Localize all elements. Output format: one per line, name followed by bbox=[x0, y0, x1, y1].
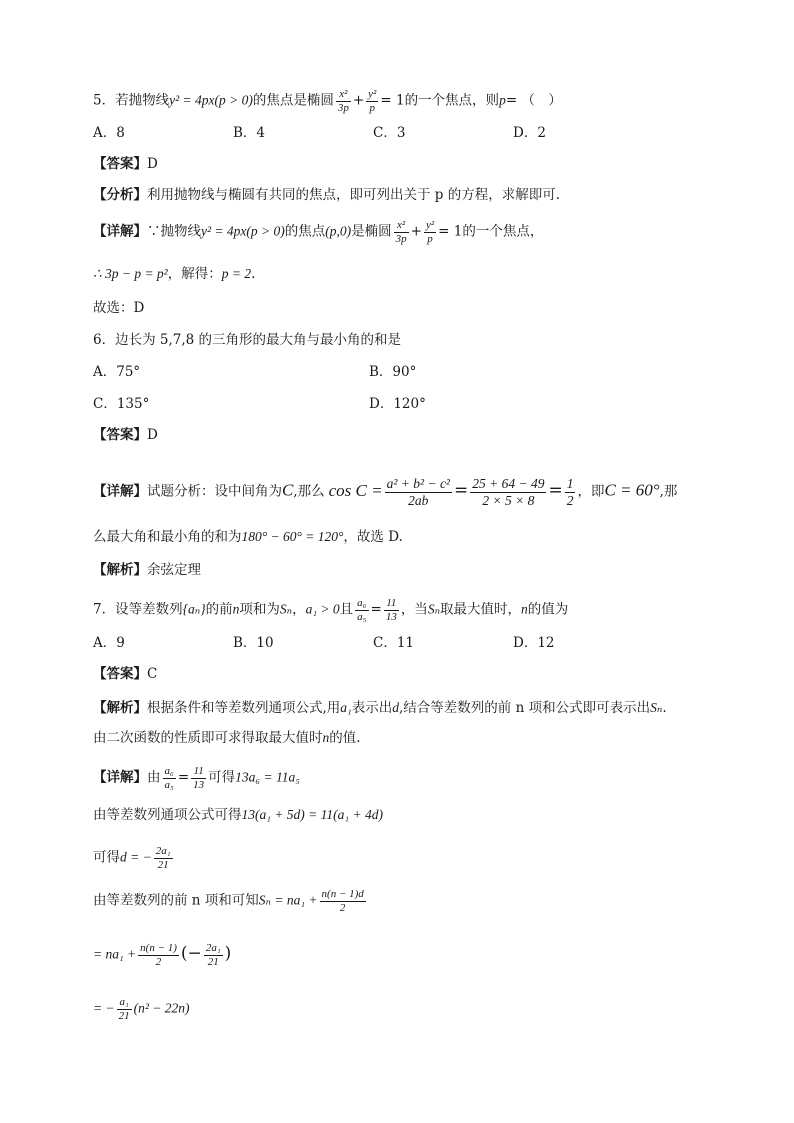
q6-detail-text-4: ,那 bbox=[659, 483, 678, 500]
q5-detail-text-3: 是椭圆 bbox=[351, 223, 392, 240]
q6-cos-lhs: cos C = bbox=[328, 480, 383, 500]
q7-option-a: A．9 bbox=[93, 635, 125, 651]
q7-step3-text: 可得 bbox=[93, 849, 120, 866]
q5-detail-eq: y² = 4px bbox=[201, 223, 247, 239]
q7-option-b: B．10 bbox=[233, 635, 274, 651]
q7-step5-paren-left: (− bbox=[180, 943, 202, 964]
q7-analysis-sum: Sₙ bbox=[650, 700, 663, 715]
q7-comma: ， bbox=[292, 601, 306, 618]
answer-tag: 【答案】 bbox=[93, 156, 147, 172]
q7-step2-eq: 13(a₁ + 5d) = 11(a₁ + 4d) bbox=[241, 807, 383, 822]
q7-options bbox=[93, 637, 555, 651]
q5-analysis bbox=[93, 189, 560, 203]
q7-step-4 bbox=[93, 888, 368, 914]
q7-detail-fraction: $\frac{\text{a₆}}{\text{a₅}}$ bbox=[164, 765, 174, 791]
detail-tag: 【详解】 bbox=[93, 483, 147, 500]
q7-step5-fraction-2: $\frac{\text{2a₁}}{21}$ bbox=[205, 942, 221, 968]
q7-value-fraction: $\frac{11}{13}$ bbox=[385, 597, 397, 623]
q5-solve bbox=[93, 267, 255, 282]
q5-answer-value: D bbox=[147, 156, 158, 172]
q5-solve-eq: p = 2 bbox=[221, 266, 252, 281]
q6-options-row-1 bbox=[93, 366, 416, 380]
q6-answer-value: D bbox=[147, 427, 158, 443]
q7-step-5 bbox=[93, 942, 231, 968]
q7-step6-lhs: = − bbox=[93, 1000, 115, 1016]
q7-analysis-end: . bbox=[662, 700, 667, 716]
q7-ratio-eq: = bbox=[370, 601, 382, 618]
detail-tag: 【详解】 bbox=[93, 223, 147, 240]
q7-step-6 bbox=[93, 996, 190, 1022]
q5-stem bbox=[93, 88, 562, 114]
q6-analysis-text: 余弦定理 bbox=[147, 562, 201, 578]
q7-analysis-text: 根据条件和等差数列通项公式,用 bbox=[147, 700, 341, 716]
q7-step4-text: 由等差数列的前 n 项和可知 bbox=[93, 892, 259, 909]
q5-fraction-1: $\frac{\text{x²}}{3p}$ bbox=[337, 88, 349, 114]
q7-step5-lhs: = na₁ + bbox=[93, 946, 137, 962]
q7-step3-fraction: $\frac{\text{2a₁}}{21}$ bbox=[155, 845, 171, 871]
q5-option-d: D．2 bbox=[513, 125, 546, 141]
analysis-tag: 【解析】 bbox=[93, 700, 147, 716]
q7-a1: a₁ bbox=[340, 700, 352, 715]
q5-solve-end: . bbox=[251, 266, 256, 282]
q5-therefore-eq: ∴ 3p − p = p² bbox=[93, 266, 168, 281]
q6-line2-text: 么最大角和最小角的和为 bbox=[93, 529, 242, 545]
q5-detail-cond: (p > 0) bbox=[246, 223, 285, 239]
q7-stem-text-5: 取最大值时， bbox=[440, 601, 522, 618]
q7-analysis bbox=[93, 701, 667, 716]
answer-tag: 【答案】 bbox=[93, 666, 147, 682]
q5-stem-text-2: 的焦点是椭圆 bbox=[252, 92, 334, 109]
q5-plus: + bbox=[352, 92, 365, 109]
q6-cos-fraction-3: $\frac{1}{2}$ bbox=[566, 476, 574, 508]
q5-answer bbox=[93, 158, 158, 172]
q5-detail-text-4: 的一个焦点， bbox=[462, 223, 544, 240]
q5-option-a: A．8 bbox=[93, 125, 125, 141]
q5-detail-text-2: 的焦点 bbox=[284, 223, 326, 240]
q7-detail-text: 由 bbox=[147, 769, 161, 786]
q7-analysis-line-2 bbox=[93, 731, 361, 746]
q7-analysis2-end: 的值. bbox=[329, 730, 361, 746]
q6-cos-eq1: = bbox=[453, 480, 469, 501]
q7-step5-paren-right: ) bbox=[224, 943, 232, 964]
q5-choice: 故选：D bbox=[93, 300, 145, 316]
q5-option-c: C．3 bbox=[373, 125, 406, 141]
q7-analysis2-n: n bbox=[322, 730, 330, 745]
q6-angle-c: C bbox=[282, 480, 294, 500]
q7-step6-rhs: (n² − 22n) bbox=[133, 1000, 190, 1016]
q7-step-3 bbox=[93, 845, 175, 871]
q6-detail-line-2 bbox=[93, 530, 403, 545]
q7-stem-text-4: ，当 bbox=[400, 601, 428, 618]
analysis-tag: 【解析】 bbox=[93, 562, 147, 578]
q6-line2-text-2: ，故选 D. bbox=[343, 529, 403, 545]
q7-stem-text-6: 的值为 bbox=[527, 601, 569, 618]
q7-condition: a₁ > 0 bbox=[305, 601, 340, 617]
analysis-tag: 【分析】 bbox=[93, 187, 147, 203]
q5-stem-text-3: 的一个焦点，则 bbox=[404, 92, 500, 109]
detail-tag: 【详解】 bbox=[93, 769, 147, 786]
q7-option-d: D．12 bbox=[513, 635, 555, 651]
q5-stem-tail: = （ ） bbox=[505, 92, 562, 109]
q5-fraction-2: $\frac{\text{y²}}{p}$ bbox=[368, 88, 377, 114]
q5-analysis-text: 利用抛物线与椭圆有共同的焦点，即可列出关于 p 的方程，求解即可. bbox=[147, 187, 561, 203]
q7-detail-text-2: 可得 bbox=[208, 769, 236, 786]
q5-parabola-eq: y² = 4px bbox=[169, 92, 215, 108]
q5-option-b: B．4 bbox=[233, 125, 266, 141]
q5-detail bbox=[93, 219, 543, 245]
q5-detail-text: ∵抛物线 bbox=[147, 223, 201, 240]
q6-option-c: C．135° bbox=[93, 396, 150, 412]
q7-answer bbox=[93, 668, 157, 682]
q7-sum-2: Sₙ bbox=[427, 601, 441, 617]
q7-stem bbox=[93, 597, 568, 623]
q5-detail-plus: + bbox=[410, 223, 422, 240]
q5-eq-one: = 1 bbox=[380, 92, 405, 109]
q6-analysis bbox=[93, 564, 201, 578]
q7-option-c: C．11 bbox=[373, 635, 415, 651]
q7-stem-text: 7．设等差数列 bbox=[93, 601, 183, 618]
q5-stem-text: 5．若抛物线 bbox=[93, 92, 170, 109]
q5-detail-fraction-2: $\frac{\text{y²}}{p}$ bbox=[425, 219, 435, 245]
q7-analysis-text-3: ,结合等差数列的前 n 项和公式即可表示出 bbox=[399, 700, 651, 716]
q5-focus-point: (p,0) bbox=[325, 223, 352, 239]
q6-detail-text-2: ,那么 bbox=[293, 483, 325, 500]
q6-option-b: B．90° bbox=[369, 364, 417, 380]
q6-result: C = 60° bbox=[604, 480, 660, 500]
q6-stem: 6．边长为 5,7,8 的三角形的最大角与最小角的和是 bbox=[93, 332, 402, 348]
q7-stem-text-2: 的前 bbox=[205, 601, 233, 618]
q7-step4-lhs: Sₙ = na₁ + bbox=[258, 892, 318, 908]
q7-ratio-fraction: $\frac{\text{a₆}}{\text{a₅}}$ bbox=[357, 597, 367, 623]
q6-detail-text: 试题分析：设中间角为 bbox=[147, 483, 282, 500]
q6-cos-fraction-2: $\frac{25 + 64 - 49}{2 \times 5 \times 8}$ bbox=[472, 476, 545, 508]
q7-step2-text: 由等差数列通项公式可得 bbox=[93, 807, 242, 823]
q6-line2-eq: 180° − 60° = 120° bbox=[241, 529, 344, 544]
q6-option-a: A．75° bbox=[93, 364, 141, 380]
q7-d: d bbox=[392, 700, 399, 715]
q7-sequence: {aₙ} bbox=[182, 601, 206, 617]
q6-option-d: D．120° bbox=[369, 396, 426, 412]
q7-analysis-text-2: 表示出 bbox=[351, 700, 393, 716]
q6-options-row-2 bbox=[93, 398, 426, 412]
q6-cos-eq2: = bbox=[548, 480, 563, 501]
q6-detail-text-3: ，即 bbox=[577, 483, 605, 500]
q7-analysis2-text: 由二次函数的性质即可求得取最大值时 bbox=[93, 730, 323, 746]
q5-detail-fraction-1: $\frac{\text{x²}}{3p}$ bbox=[395, 219, 407, 245]
q5-condition: (p > 0) bbox=[214, 92, 253, 108]
q7-n-2: n bbox=[521, 601, 528, 617]
q6-answer bbox=[93, 429, 158, 443]
q7-detail-eq: = bbox=[177, 769, 190, 786]
q7-detail-fraction-2: $\frac{11}{13}$ bbox=[193, 765, 205, 791]
q5-solve-text: ，解得： bbox=[167, 266, 222, 282]
q6-cos-fraction-1: $\frac{\text{a² + b² − c²}}{2ab}$ bbox=[386, 476, 450, 508]
q5-detail-eq-one: = 1 bbox=[438, 223, 463, 240]
q7-stem-text-3: 项和为 bbox=[239, 601, 280, 618]
q7-sum: Sₙ bbox=[279, 601, 293, 617]
q5-p: p bbox=[499, 92, 506, 108]
q7-n: n bbox=[232, 601, 240, 617]
q5-options bbox=[93, 127, 546, 141]
q7-answer-value: C bbox=[147, 666, 158, 682]
answer-tag: 【答案】 bbox=[93, 427, 147, 443]
q7-detail-result: 13a₆ = 11a₅ bbox=[235, 769, 300, 785]
q7-step6-fraction: $\frac{\text{a₁}}{21}$ bbox=[118, 996, 130, 1022]
q6-detail bbox=[93, 476, 677, 508]
q7-and: 且 bbox=[339, 601, 354, 618]
q7-step4-fraction: $\frac{n(n - 1)d}{2}$ bbox=[321, 888, 364, 914]
q7-step-2 bbox=[93, 808, 383, 823]
q7-step5-fraction: $\frac{n(n - 1)}{2}$ bbox=[140, 942, 177, 968]
q7-detail bbox=[93, 765, 300, 791]
q7-step3-lhs: d = − bbox=[120, 849, 152, 865]
